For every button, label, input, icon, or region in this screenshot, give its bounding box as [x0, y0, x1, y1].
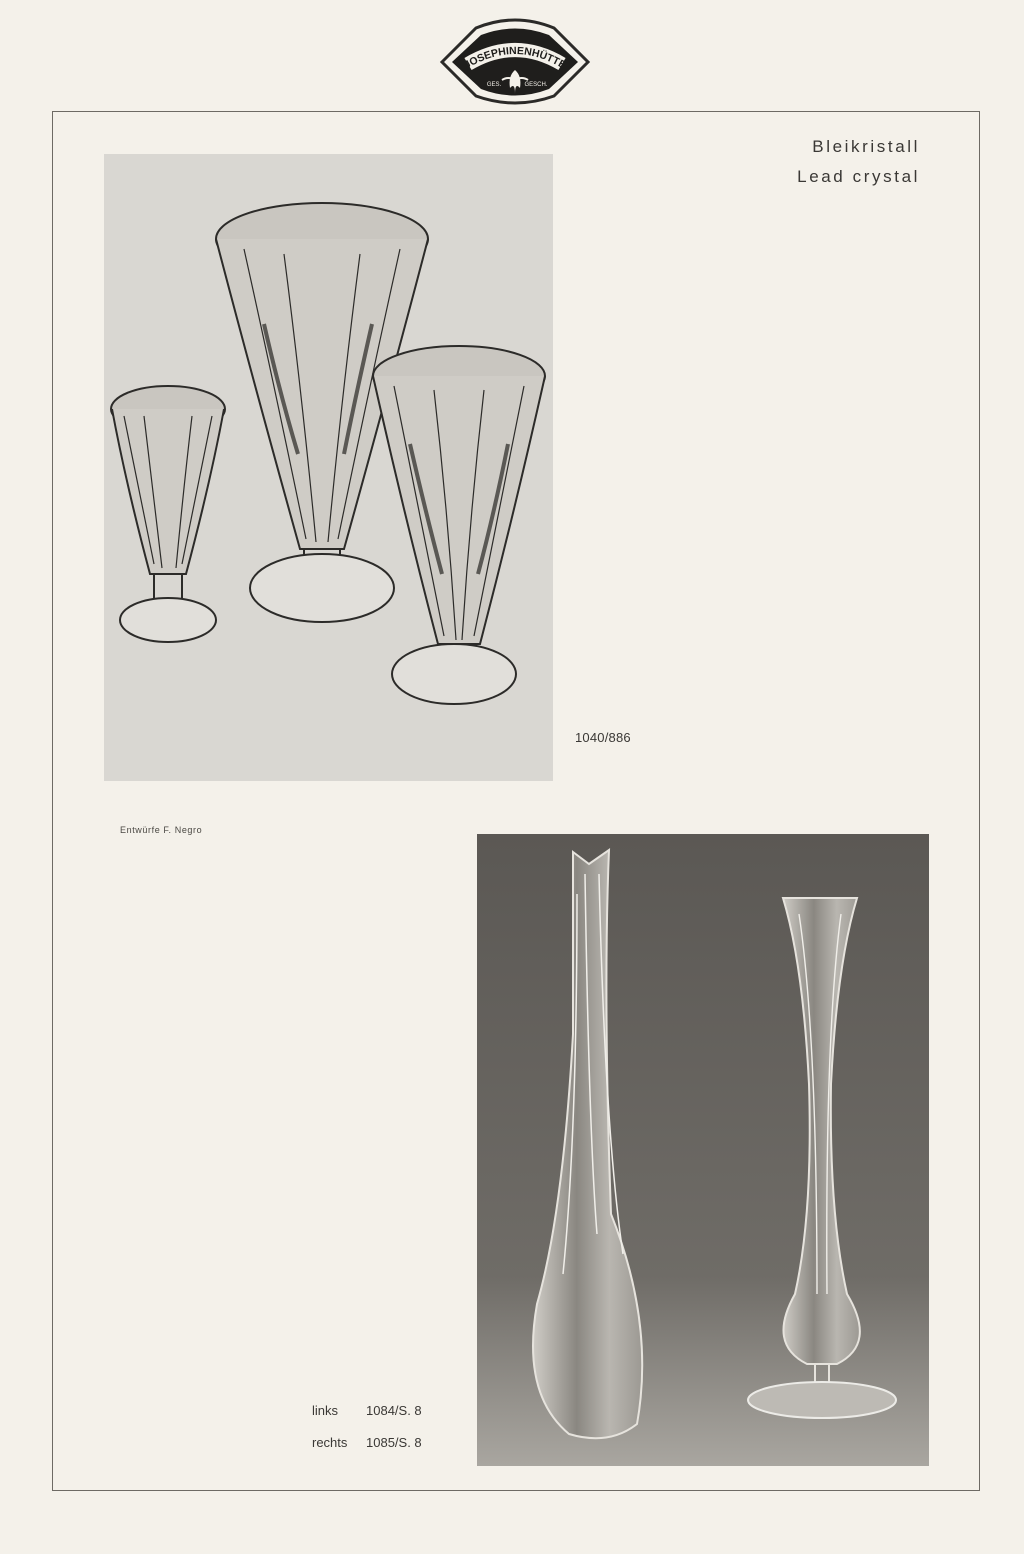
caption-code: 1085/S. 8: [366, 1435, 422, 1450]
top-photo-caption: 1040/886: [575, 730, 631, 745]
designer-credit: Entwürfe F. Negro: [120, 825, 203, 835]
material-label-en: Lead crystal: [797, 167, 920, 186]
material-label-de: Bleikristall: [812, 137, 920, 156]
caption-position: rechts: [312, 1435, 348, 1450]
josephinenhuette-logo: [438, 14, 592, 108]
caption-row-right: [312, 1427, 422, 1459]
material-heading: [797, 132, 920, 192]
photo-three-footed-vases: [104, 154, 553, 781]
logo-left-mark: GES.: [486, 82, 502, 88]
logo-right-mark: GESCH.: [524, 82, 548, 88]
photo-two-slender-vases: [477, 834, 929, 1466]
caption-position: links: [312, 1403, 339, 1418]
caption-code: 1084/S. 8: [366, 1403, 422, 1418]
caption-row-left: [312, 1395, 422, 1427]
logo-wordmark: JOSEPHINENHÜTTE: [461, 44, 569, 72]
bottom-photo-captions: [312, 1395, 422, 1459]
